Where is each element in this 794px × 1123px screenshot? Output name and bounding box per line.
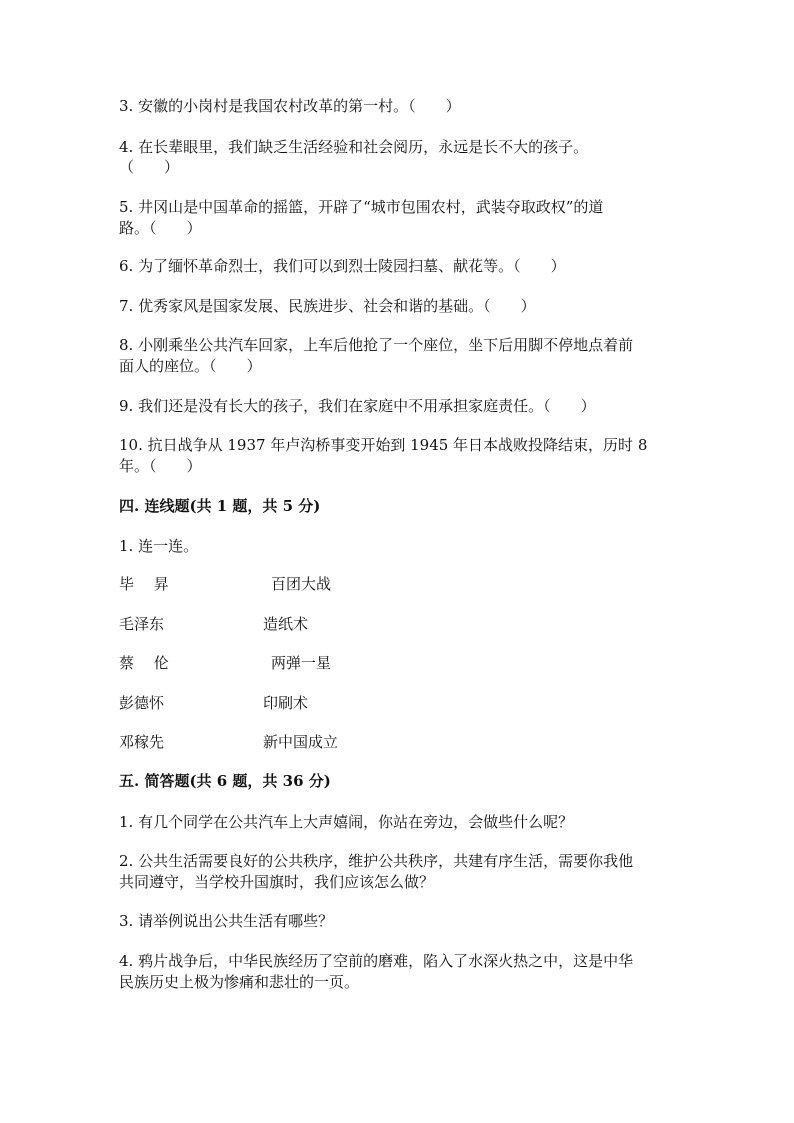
- match-left-1: 毕 昇: [119, 575, 169, 593]
- section-5-title: 五. 简答题(共 6 题，共 36 分): [119, 772, 331, 790]
- match-right-3: 两弹一星: [271, 654, 332, 672]
- match-right-1: 百团大战: [271, 575, 332, 593]
- match-right-4: 印刷术: [263, 694, 309, 712]
- section-4-title: 四. 连线题(共 1 题，共 5 分): [119, 497, 321, 515]
- short-answer-4-line2: 民族历史上极为惨痛和悲壮的一页。: [119, 973, 360, 991]
- short-answer-3: 3. 请举例说出公共生活有哪些？: [119, 912, 334, 930]
- short-answer-4-line1: 4. 鸦片战争后，中华民族经历了空前的磨难，陷入了水深火热之中，这是中华: [119, 952, 634, 970]
- question-8-line2: 面人的座位。（ ）: [119, 357, 262, 375]
- match-left-4: 彭德怀: [119, 694, 165, 712]
- match-left-2: 毛泽东: [119, 615, 165, 633]
- question-5-line2: 路。（ ）: [119, 219, 202, 237]
- question-8-line1: 8. 小刚乘坐公共汽车回家，上车后他抢了一个座位，坐下后用脚不停地点着前: [119, 336, 634, 354]
- question-4-line2: （ ）: [119, 158, 180, 176]
- question-7: 7. 优秀家风是国家发展、民族进步、社会和谐的基础。（ ）: [119, 297, 536, 315]
- short-answer-2-line1: 2. 公共生活需要良好的公共秩序，维护公共秩序，共建有序生活，需要你我他: [119, 852, 634, 870]
- short-answer-2-line2: 共同遵守，当学校升国旗时，我们应该怎么做？: [119, 873, 435, 891]
- question-4-line1: 4. 在长辈眼里，我们缺乏生活经验和社会阅历，永远是长不大的孩子。: [119, 138, 589, 156]
- question-10-line1: 10. 抗日战争从 1937 年卢沟桥事变开始到 1945 年日本战败投降结束，历时 8: [119, 436, 648, 454]
- match-left-5: 邓稼先: [119, 733, 165, 751]
- question-9: 9. 我们还是没有长大的孩子，我们在家庭中不用承担家庭责任。（ ）: [119, 397, 596, 415]
- question-3: 3. 安徽的小岗村是我国农村改革的第一村。（ ）: [119, 97, 461, 115]
- question-10-line2: 年。（ ）: [119, 457, 202, 475]
- match-right-2: 造纸术: [263, 615, 309, 633]
- short-answer-1: 1. 有几个同学在公共汽车上大声嬉闹，你站在旁边，会做些什么呢？: [119, 813, 574, 831]
- question-5-line1: 5. 井冈山是中国革命的摇篮，开辟了“城市包围农村，武装夺取政权”的道: [119, 198, 604, 216]
- match-left-3: 蔡 伦: [119, 654, 169, 672]
- section-4-question-1: 1. 连一连。: [119, 537, 199, 555]
- question-6: 6. 为了缅怀革命烈士，我们可以到烈士陵园扫墓、献花等。（ ）: [119, 257, 566, 275]
- match-right-5: 新中国成立: [263, 733, 339, 751]
